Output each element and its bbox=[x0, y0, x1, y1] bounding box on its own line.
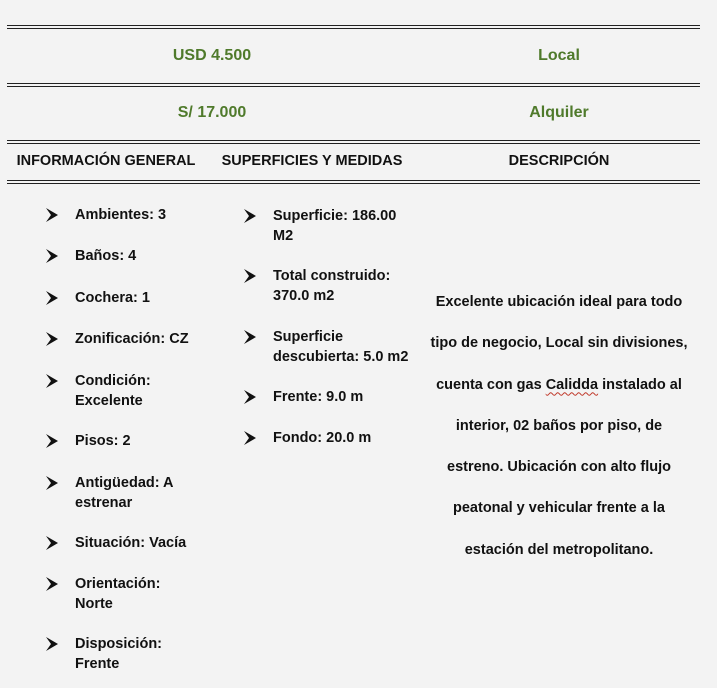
list-item bbox=[244, 266, 393, 306]
surfaces-list bbox=[244, 206, 419, 448]
list-item bbox=[46, 205, 196, 225]
property-type: Local bbox=[538, 47, 580, 64]
general-item-label: Disposición: Frente bbox=[75, 636, 163, 672]
general-info-list bbox=[46, 205, 196, 674]
general-item-label: Ambientes: 3 bbox=[75, 207, 167, 223]
operation-type: Alquiler bbox=[529, 104, 589, 121]
description-after: instalado al interior, 02 baños por piso, de estreno. Ubicación con alto flujo peatonal y vehicular frente a la estación del metropolitano. bbox=[447, 376, 682, 558]
arrowhead-bullet-icon bbox=[46, 373, 58, 389]
general-item-label: Situación: Vacía bbox=[75, 535, 187, 551]
header-description: DESCRIPCIÓN bbox=[508, 153, 610, 169]
description-text bbox=[426, 282, 692, 571]
arrowhead-bullet-icon bbox=[46, 248, 58, 264]
list-item bbox=[244, 387, 419, 407]
surface-item-label: Fondo: 20.0 m bbox=[273, 430, 372, 446]
surface-item-label: Total construido: 370.0 m2 bbox=[273, 268, 391, 304]
arrowhead-bullet-icon bbox=[244, 268, 256, 284]
arrowhead-bullet-icon bbox=[46, 331, 58, 347]
list-item bbox=[46, 329, 196, 349]
arrowhead-bullet-icon bbox=[46, 535, 58, 551]
arrowhead-bullet-icon bbox=[244, 430, 256, 446]
list-item bbox=[46, 634, 185, 674]
arrowhead-bullet-icon bbox=[46, 433, 58, 449]
list-item bbox=[46, 533, 196, 553]
general-item-label: Orientación: Norte bbox=[75, 576, 161, 612]
general-item-label: Antigüedad: A estrenar bbox=[75, 475, 173, 511]
header-surfaces: SUPERFICIES Y MEDIDAS bbox=[221, 153, 403, 169]
rule-top bbox=[7, 25, 700, 29]
general-item-label: Baños: 4 bbox=[75, 248, 137, 264]
arrowhead-bullet-icon bbox=[244, 389, 256, 405]
arrowhead-bullet-icon bbox=[244, 329, 256, 345]
general-item-label: Cochera: 1 bbox=[75, 290, 150, 306]
rule-lower bbox=[7, 140, 700, 144]
price-pen: S/ 17.000 bbox=[177, 104, 247, 121]
header-general-info: INFORMACIÓN GENERAL bbox=[16, 153, 196, 169]
surface-item-label: Superficie descubierta: 5.0 m2 bbox=[273, 329, 409, 365]
description-before: Excelente ubicación ideal para todo tipo de negocio, Local sin divisiones, cuenta con gas bbox=[430, 294, 688, 393]
list-item bbox=[244, 428, 419, 448]
arrowhead-bullet-icon bbox=[46, 576, 58, 592]
list-item bbox=[244, 206, 403, 246]
arrowhead-bullet-icon bbox=[46, 475, 58, 491]
description-highlight: Calidda bbox=[545, 376, 599, 393]
list-item bbox=[46, 371, 185, 411]
list-item bbox=[244, 327, 418, 367]
rule-header-bottom bbox=[7, 180, 700, 184]
arrowhead-bullet-icon bbox=[46, 290, 58, 306]
arrowhead-bullet-icon bbox=[244, 208, 256, 224]
arrowhead-bullet-icon bbox=[46, 636, 58, 652]
price-usd: USD 4.500 bbox=[172, 47, 252, 64]
list-item bbox=[46, 431, 196, 451]
general-item-label: Condición: Excelente bbox=[75, 373, 151, 409]
arrowhead-bullet-icon bbox=[46, 207, 58, 223]
general-item-label: Pisos: 2 bbox=[75, 433, 131, 449]
surface-item-label: Superficie: 186.00 M2 bbox=[273, 208, 397, 244]
surface-item-label: Frente: 9.0 m bbox=[273, 389, 364, 405]
list-item bbox=[46, 246, 196, 266]
list-item bbox=[46, 288, 196, 308]
rule-middle bbox=[7, 83, 700, 87]
list-item bbox=[46, 473, 185, 513]
general-item-label: Zonificación: CZ bbox=[75, 331, 189, 347]
list-item bbox=[46, 574, 185, 614]
